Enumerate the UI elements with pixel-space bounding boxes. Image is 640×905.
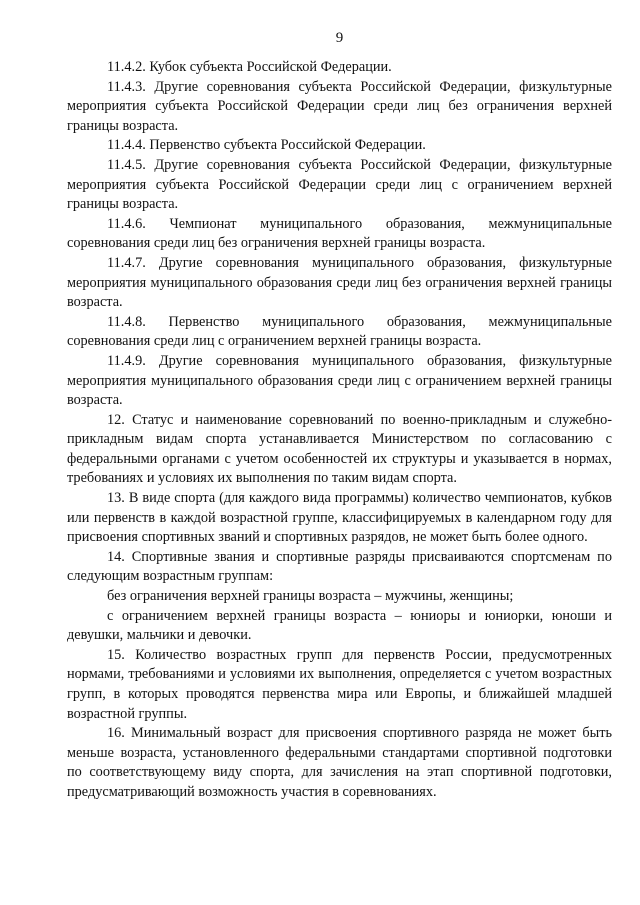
page-number: 9 <box>335 30 344 46</box>
paragraph-14-group-limited: с ограничением верхней границы возраста – юниоры и юниорки, юноши и девушки, мальчики и девочки. <box>67 607 612 644</box>
paragraph-14: 14. Спортивные звания и спортивные разряды присваиваются спортсменам по следующим возрастным группам: <box>67 548 612 585</box>
paragraph-11-4-9: 11.4.9. Другие соревнования муниципального образования, физкультурные мероприятия муниципального образования среди лиц с ограничением верхней границы возраста. <box>67 352 612 409</box>
paragraph-14-group-unlimited: без ограничения верхней границы возраста – мужчины, женщины; <box>107 588 514 605</box>
paragraph-11-4-2: 11.4.2. Кубок субъекта Российской Федерации. <box>107 59 392 75</box>
paragraph-11-4-5: 11.4.5. Другие соревнования субъекта Российской Федерации, физкультурные мероприятия субъекта Российской Федерации среди лиц с ограничением верхней границы возраста. <box>67 156 612 213</box>
paragraph-11-4-8: 11.4.8. Первенство муниципального образования, межмуниципальные соревнования среди лиц с ограничением верхней границы возраста. <box>67 313 612 350</box>
paragraph-11-4-6: 11.4.6. Чемпионат муниципального образования, межмуниципальные соревнования среди лиц без ограничения верхней границы возраста. <box>67 215 612 252</box>
paragraph-13: 13. В виде спорта (для каждого вида программы) количество чемпионатов, кубков или первенств в каждой возрастной группе, классифицируемых в календарном году для присвоения спортивных званий и спортивных разрядов, не может быть более одного. <box>67 490 612 546</box>
paragraph-11-4-7: 11.4.7. Другие соревнования муниципального образования, физкультурные мероприятия муниципального образования среди лиц без ограничения верхней границы возраста. <box>67 254 612 311</box>
paragraph-11-4-3: 11.4.3. Другие соревнования субъекта Российской Федерации, физкультурные мероприятия субъекта Российской Федерации среди лиц без ограничения верхней границы возраста. <box>67 78 612 134</box>
paragraph-16: 16. Минимальный возраст для присвоения спортивного разряда не может быть меньше возраста, установленного федеральными стандартами спортивной подготовки по соответствующему виду спорта, для зачисления на этап спортивной подготовки, предусматривающий возможность участия в соревнованиях. <box>67 725 612 800</box>
paragraph-11-4-4: 11.4.4. Первенство субъекта Российской Федерации. <box>107 137 426 154</box>
paragraph-12: 12. Статус и наименование соревнований по военно-прикладным и служебно-прикладным видам спорта устанавливается Министерством по согласованию с федеральными органами с учетом особенностей их структуры и указывается в нормах, требованиях и условиях их выполнения по таким видам спорта. <box>67 411 612 487</box>
paragraph-15: 15. Количество возрастных групп для первенств России, предусмотренных нормами, требованиями и условиями их выполнения, определяется с учетом возрастных групп, в которых проводятся первенства мира или Европы, и ближайшей младшей возрастной группы. <box>67 646 612 722</box>
